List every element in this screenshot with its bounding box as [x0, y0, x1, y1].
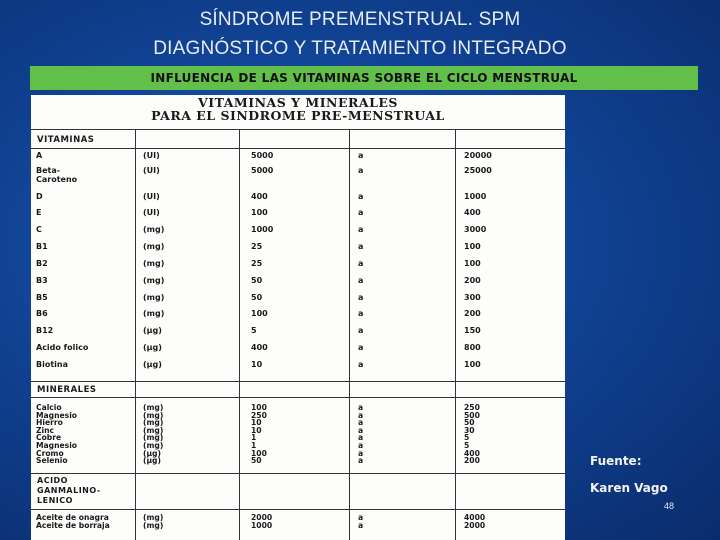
vitamin-max-value: 200 [464, 309, 481, 318]
oil-min-values: 2000 1000 [251, 513, 273, 530]
vitamin-separator: a [358, 343, 364, 352]
vitamin-max-value: 800 [464, 343, 481, 352]
row-divider [31, 148, 565, 149]
vitamin-separator: a [358, 225, 364, 234]
vitamin-min-value: 100 [251, 309, 268, 318]
column-divider [455, 129, 456, 540]
column-divider [135, 129, 136, 540]
vitamin-separator: a [358, 151, 364, 160]
vitamin-unit: (mg) [143, 309, 165, 318]
row-divider [31, 381, 565, 382]
vitamin-unit: (µg) [143, 360, 162, 369]
slide-title-line1: SÍNDROME PREMENSTRUAL. SPM [199, 9, 521, 30]
vitamin-max-value: 150 [464, 326, 481, 335]
vitamins-section-header: VITAMINAS [37, 135, 95, 145]
vitamin-name: B6 [36, 309, 48, 318]
vitamin-separator: a [358, 326, 364, 335]
vitamin-max-value: 1000 [464, 192, 487, 201]
vitamin-max-value: 20000 [464, 151, 492, 160]
minerals-section-header: MINERALES [37, 385, 97, 395]
vitamin-name: B3 [36, 276, 48, 285]
row-divider [31, 509, 565, 510]
vitamin-name: Beta- Caroteno [36, 166, 78, 184]
vitamin-name: B12 [36, 326, 54, 335]
column-divider [349, 129, 350, 540]
vitamin-name: B5 [36, 293, 48, 302]
vitamin-max-value: 100 [464, 242, 481, 251]
source-author: Karen Vago [590, 481, 668, 495]
vitamin-unit: (mg) [143, 259, 165, 268]
vitamin-min-value: 10 [251, 360, 263, 369]
vitamin-separator: a [358, 293, 364, 302]
vitamin-name: A [36, 151, 43, 160]
page-number: 48 [664, 501, 675, 511]
vitamin-unit: (mg) [143, 242, 165, 251]
vitamin-name: B1 [36, 242, 48, 251]
slide-title-line2: DIAGNÓSTICO Y TRATAMIENTO INTEGRADO [153, 38, 567, 59]
vitamin-separator: a [358, 309, 364, 318]
vitamin-unit: (mg) [143, 225, 165, 234]
vitamin-min-value: 1000 [251, 225, 274, 234]
vitamin-min-value: 5000 [251, 166, 274, 175]
oil-units: (mg) (mg) [143, 513, 164, 530]
subtitle-banner: INFLUENCIA DE LAS VITAMINAS SOBRE EL CICLO MENSTRUAL [30, 66, 698, 90]
vitamin-min-value: 5 [251, 326, 257, 335]
vitamin-max-value: 400 [464, 208, 481, 217]
source-label: Fuente: [590, 454, 642, 468]
row-divider [31, 129, 565, 130]
vitamin-separator: a [358, 208, 364, 217]
vitamin-min-value: 25 [251, 242, 263, 251]
row-divider [31, 473, 565, 474]
vitamin-unit: (UI) [143, 166, 160, 175]
mineral-min-values: 100 250 10 10 1 1 100 50 [251, 403, 267, 466]
vitamin-min-value: 5000 [251, 151, 274, 160]
vitamin-separator: a [358, 259, 364, 268]
vitamin-name: Biotina [36, 360, 68, 369]
vitamin-min-value: 400 [251, 192, 268, 201]
vitamin-unit: (UI) [143, 208, 160, 217]
vitamin-min-value: 50 [251, 276, 263, 285]
vitamin-name: C [36, 225, 42, 234]
vitamin-name: B2 [36, 259, 48, 268]
vitamin-separator: a [358, 166, 364, 175]
oil-separators: a a [358, 513, 364, 530]
vitamin-max-value: 25000 [464, 166, 492, 175]
vitamin-separator: a [358, 192, 364, 201]
vitamin-min-value: 100 [251, 208, 268, 217]
vitamin-min-value: 50 [251, 293, 263, 302]
vitamin-unit: (UI) [143, 192, 160, 201]
scanned-table [31, 95, 565, 540]
mineral-names: Calcio Magnesio Hierro Zinc Cobre Magnesio Cromo Selenio [36, 403, 78, 466]
acid-section-header: ACIDO GANMALINO- LENICO [37, 476, 101, 505]
oil-names: Aceite de onagra Aceite de borraja [36, 513, 110, 530]
vitamin-unit: (µg) [143, 326, 162, 335]
oil-max-values: 4000 2000 [464, 513, 486, 530]
vitamin-unit: (µg) [143, 343, 162, 352]
vitamin-unit: (mg) [143, 293, 165, 302]
table-title-line2: PARA EL SINDROME PRE-MENSTRUAL [151, 108, 445, 123]
vitamin-name: D [36, 192, 43, 201]
vitamin-max-value: 300 [464, 293, 481, 302]
vitamin-unit: (UI) [143, 151, 160, 160]
mineral-units: (mg) (mg) (mg) (mg) (mg) (mg) (µg) (µg) [143, 403, 164, 466]
vitamin-name: Acido folico [36, 343, 89, 352]
vitamin-min-value: 400 [251, 343, 268, 352]
vitamin-min-value: 25 [251, 259, 263, 268]
vitamin-max-value: 100 [464, 259, 481, 268]
vitamin-name: E [36, 208, 42, 217]
row-divider [31, 397, 565, 398]
vitamin-unit: (mg) [143, 276, 165, 285]
table-title-line1: VITAMINAS Y MINERALES [198, 95, 398, 110]
vitamin-max-value: 100 [464, 360, 481, 369]
vitamin-max-value: 200 [464, 276, 481, 285]
vitamin-max-value: 3000 [464, 225, 487, 234]
mineral-max-values: 250 500 50 30 5 5 400 200 [464, 403, 480, 466]
vitamin-separator: a [358, 276, 364, 285]
mineral-separators: a a a a a a a a [358, 403, 364, 466]
vitamin-separator: a [358, 242, 364, 251]
column-divider [239, 129, 240, 540]
vitamin-separator: a [358, 360, 364, 369]
